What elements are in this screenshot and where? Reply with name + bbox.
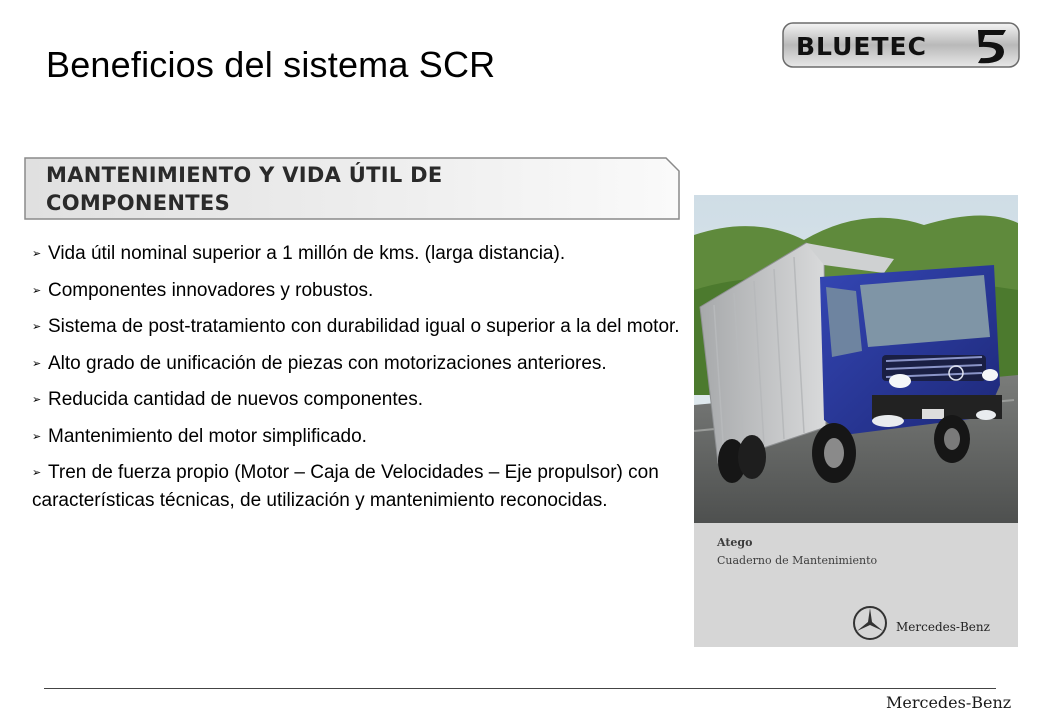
footer-divider bbox=[44, 688, 996, 689]
benefit-text: Sistema de post-tratamiento con durabilidad igual o superior a la del motor. bbox=[48, 316, 680, 337]
benefit-item bbox=[32, 386, 688, 414]
footer-brand: Mercedes-Benz bbox=[886, 693, 1012, 712]
benefit-text: Mantenimiento del motor simplificado. bbox=[48, 425, 367, 447]
benefit-item bbox=[32, 459, 688, 515]
benefit-item bbox=[32, 350, 688, 378]
benefit-item bbox=[32, 423, 688, 451]
bluetec5-logo bbox=[782, 22, 1020, 68]
section-heading: MANTENIMIENTO Y VIDA ÚTIL DE COMPONENTES bbox=[46, 163, 443, 215]
booklet-brand: Mercedes-Benz bbox=[896, 620, 990, 634]
arrow-bullet-icon: ➢ bbox=[32, 467, 42, 479]
benefit-text: Reducida cantidad de nuevos componentes. bbox=[48, 389, 423, 410]
arrow-bullet-icon: ➢ bbox=[32, 248, 42, 260]
arrow-bullet-icon: ➢ bbox=[32, 284, 42, 297]
benefit-text: Componentes innovadores y robustos. bbox=[48, 279, 374, 301]
slide-title: Beneficios del sistema SCR bbox=[46, 44, 496, 85]
benefit-text: Tren de fuerza propio (Motor – Caja de Velocidades – Eje propulsor) con características técnicas, de utilización y mantenimiento reconocidas. bbox=[32, 462, 659, 511]
section-banner bbox=[24, 157, 680, 220]
arrow-bullet-icon: ➢ bbox=[32, 357, 42, 370]
maintenance-booklet-cover bbox=[694, 195, 1018, 647]
benefit-text: Alto grado de unificación de piezas con motorizaciones anteriores. bbox=[48, 352, 607, 374]
benefit-text: Vida útil nominal superior a 1 millón de kms. (larga distancia). bbox=[48, 243, 566, 264]
booklet-subtitle: Cuaderno de Mantenimiento bbox=[717, 554, 878, 567]
arrow-bullet-icon: ➢ bbox=[32, 430, 42, 443]
benefits-list bbox=[32, 240, 688, 524]
arrow-bullet-icon: ➢ bbox=[32, 394, 42, 406]
truck-photo bbox=[694, 195, 1018, 523]
booklet-model-name: Atego bbox=[717, 536, 753, 549]
benefit-item bbox=[32, 313, 688, 341]
benefit-item bbox=[32, 277, 688, 305]
mercedes-star-icon bbox=[852, 605, 888, 641]
benefit-item bbox=[32, 240, 688, 268]
arrow-bullet-icon: ➢ bbox=[32, 321, 42, 333]
svg-text:BLUETEC: BLUETEC bbox=[796, 32, 927, 61]
